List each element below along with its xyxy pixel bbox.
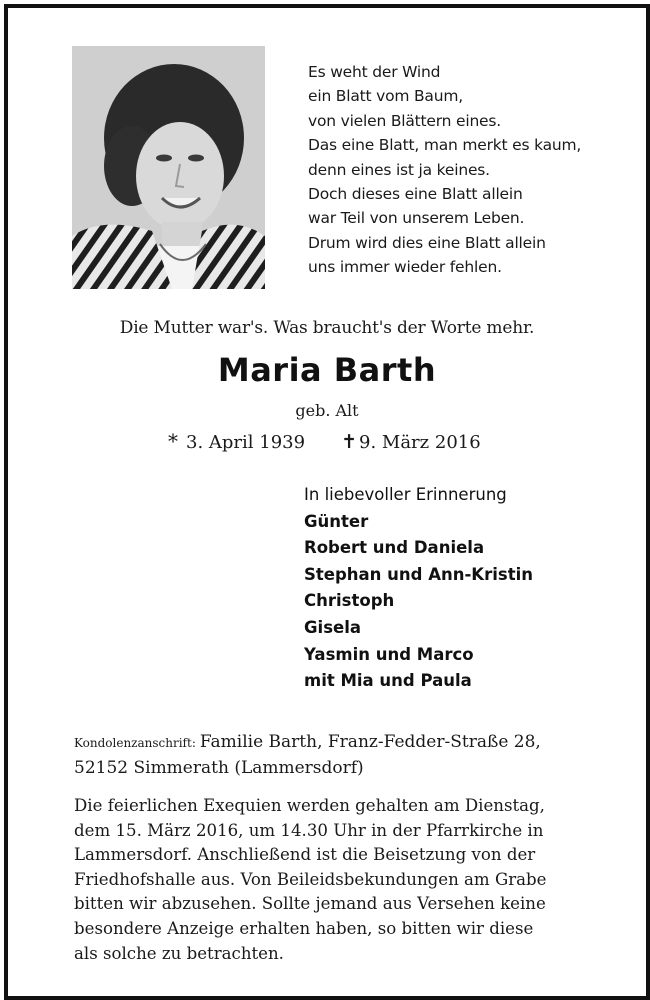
deceased-name: Maria Barth xyxy=(217,351,437,389)
notice-line: dem 15. März 2016, um 14.30 Uhr in der Pfarrkirche in xyxy=(74,820,544,840)
intro-quote: Die Mutter war's. Was braucht's der Worte mehr. xyxy=(119,318,535,338)
notice-line: Die feierlichen Exequien werden gehalten am Dienstag, xyxy=(74,796,545,815)
notice-line: als solche zu betrachten. xyxy=(74,943,284,963)
cross-icon: ✝ xyxy=(341,431,357,453)
notice-line: bitten wir abzusehen. Sollte jemand aus Versehen keine xyxy=(74,894,546,914)
poem-line: Das eine Blatt, man merkt es kaum, xyxy=(308,136,582,155)
obituary-notice xyxy=(4,4,650,1000)
poem-line: denn eines ist ja keines. xyxy=(308,160,490,179)
family-member: Christoph xyxy=(304,591,395,611)
poem-line: Es weht der Wind xyxy=(308,63,441,81)
poem-line: Doch dieses eine Blatt allein xyxy=(308,185,523,204)
birth-date: 3. April 1939 xyxy=(186,432,306,453)
born-name: geb. Alt xyxy=(295,401,359,420)
address-line-1: Familie Barth, Franz-Fedder-Straße 28, xyxy=(199,732,541,752)
condolence-address xyxy=(74,730,594,781)
poem xyxy=(308,60,608,280)
funeral-notice xyxy=(74,794,596,966)
family-member: Gisela xyxy=(304,617,362,637)
poem-line: ein Blatt vom Baum, xyxy=(308,87,463,106)
address-line-2: 52152 Simmerath (Lammersdorf) xyxy=(74,758,364,778)
portrait-photo xyxy=(72,46,265,289)
poem-line: war Teil von unserem Leben. xyxy=(308,209,525,228)
address-line xyxy=(74,730,594,756)
family-member: Stephan und Ann-Kristin xyxy=(304,564,533,584)
portrait-image xyxy=(72,46,265,289)
poem-line: uns immer wieder fehlen. xyxy=(308,258,502,277)
address-label: Kondolenzanschrift: xyxy=(74,736,196,750)
family-member: Yasmin und Marco xyxy=(304,644,474,664)
poem-line: von vielen Blättern eines. xyxy=(308,111,502,130)
family-heading: In liebevoller Erinnerung xyxy=(304,485,507,504)
birth-star-icon: * xyxy=(168,429,178,453)
death-date: 9. März 2016 xyxy=(359,432,481,453)
notice-line: Lammersdorf. Anschließend ist die Beisetzung von der xyxy=(74,845,536,865)
family-member: Robert und Daniela xyxy=(304,538,485,558)
family-member: mit Mia und Paula xyxy=(304,671,472,691)
life-dates xyxy=(168,429,508,453)
notice-line: besondere Anzeige erhalten haben, so bitten wir diese xyxy=(74,918,534,938)
family-list xyxy=(304,482,624,695)
notice-line: Friedhofshalle aus. Von Beileidsbekundungen am Grabe xyxy=(74,869,547,889)
family-member: Günter xyxy=(304,511,369,531)
poem-line: Drum wird dies eine Blatt allein xyxy=(308,233,546,252)
